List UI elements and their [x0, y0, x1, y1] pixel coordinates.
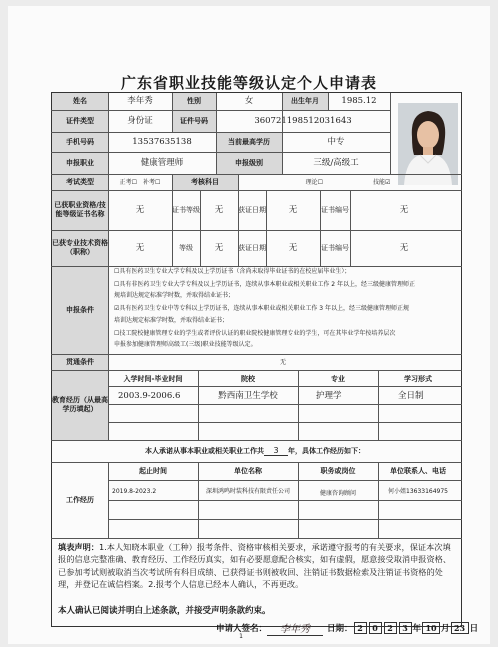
edu-header-period: 入学时间-毕业时间	[123, 374, 183, 383]
exam-type-makeup[interactable]: 补考☐	[143, 178, 161, 186]
value-cert-num: 无	[399, 204, 409, 215]
signature-label: 申请人签名：	[216, 624, 268, 634]
label-gender: 性别	[172, 93, 216, 110]
value-phone: 13537635138	[132, 136, 192, 147]
value-prev-title: 无	[135, 242, 145, 253]
value-title-date: 无	[288, 242, 298, 253]
value-issue-date: 无	[288, 204, 298, 215]
work-commit-line	[52, 442, 458, 460]
declaration-text	[58, 541, 458, 591]
work-header-position: 职务或岗位	[320, 466, 356, 475]
value-occupation: 健康管理师	[140, 157, 184, 168]
label-title-level: 等级	[179, 243, 193, 252]
value-edu: 中专	[327, 136, 345, 147]
date-day[interactable]: 23	[451, 622, 469, 634]
exam-subject-skill[interactable]: 技能☑	[373, 178, 391, 186]
signature[interactable]: 李年秀	[267, 620, 323, 636]
declaration-body: 1.本人知晓本职业（工种）报考条件、资格审核相关要求，承诺遵守报考的有关要求，保证本次填报的信息完整准确、教育经历、工作经历真实，如有必要愿意配合核实，如有虚假，愿意接受取消申报资格、已参加考试则被取消当次考试所有科目成绩、已获得证书则被收回、注销证书数据检索及注销证书资格的处理，并登记在诚信档案。2.报考个人信息已经本人确认，不再更改。	[58, 542, 452, 590]
date-digit-1[interactable]: 2	[354, 622, 367, 634]
work-row-position: 健康咨询顾问	[319, 489, 356, 497]
label-birth: 出生年月	[282, 93, 328, 110]
date-digit-2[interactable]: 0	[369, 622, 382, 634]
declaration-confirm: 本人确认已阅读并明白上述条款，并接受声明条款约束。	[58, 606, 271, 616]
condition-2[interactable]: ☐具有非医药卫生专业大学专科及以上学历证书，连续从事本职业或相关职业工作 2 年以上，经三级健康管理师正	[114, 281, 416, 288]
label-cert-level: 证书等级	[172, 205, 200, 214]
edu-header-major: 专业	[331, 374, 345, 383]
edu-header-school: 院校	[241, 374, 255, 383]
exam-subject-options	[238, 174, 458, 190]
label-cert-no: 证件号码	[172, 110, 216, 132]
label-title-date: 获证日期	[238, 243, 266, 252]
exam-subject-theory[interactable]: 理论☐	[305, 178, 323, 186]
date-month[interactable]: 10	[422, 622, 440, 634]
page-number: 1	[239, 633, 243, 640]
work-row-contact: 何小姐13633164975	[388, 487, 448, 495]
condition-2-cont: 规培训达规定标准学时数，并取得结业证书；	[114, 292, 235, 299]
label-exam-type: 考试类型	[52, 174, 108, 190]
date-digit-4[interactable]: 3	[399, 622, 412, 634]
day-suffix: 日	[469, 624, 479, 634]
value-transfer: 无	[279, 358, 286, 366]
work-row-company: 深圳鸿鸣时装科技有限责任公司	[205, 487, 290, 495]
label-occupation: 申报职业	[52, 152, 108, 174]
label-education: 教育经历（从最高学历填起）	[52, 370, 108, 440]
work-header-period: 起止时间	[139, 466, 167, 475]
label-work: 工作经历	[66, 495, 94, 504]
edu-row-period: 2003.9-2006.6	[118, 390, 181, 401]
edu-row-major: 护理学	[316, 390, 342, 401]
label-prev-title: 已获专业技术资格（职称）	[52, 230, 108, 266]
work-header-company: 单位名称	[234, 466, 262, 475]
value-cert-type: 身份证	[127, 115, 153, 126]
label-transfer: 贯通条件	[52, 354, 108, 370]
value-prev-cert: 无	[135, 204, 145, 215]
condition-4-cont: 申报参加健康管理师高级工(三级)职业技能等级认定。	[114, 341, 257, 348]
date-digit-3[interactable]: 2	[384, 622, 397, 634]
work-commit-suffix: 年，具体工作经历如下：	[288, 446, 365, 455]
value-gender: 女	[244, 96, 254, 106]
edu-row-school: 黔西南卫生学校	[218, 390, 278, 401]
value-title-level: 无	[214, 242, 224, 253]
condition-1[interactable]: ☐具有医药卫生专业大学专科及以上学历证书（含尚未取得毕业证书的在校应届毕业生）；	[114, 268, 351, 275]
work-header-contact: 单位联系人、电话	[390, 466, 446, 475]
label-exam-subject: 考核科目	[172, 174, 238, 190]
applicant-photo	[398, 103, 458, 185]
year-suffix: 年	[412, 624, 422, 634]
work-row-period: 2019.8-2023.2	[112, 487, 157, 495]
label-conditions: 申报条件	[52, 266, 108, 354]
work-commit-prefix: 本人承诺从事本职业或相关职业工作共	[145, 446, 264, 455]
edu-header-form: 学习形式	[404, 374, 432, 383]
date-label: 日期：	[327, 624, 353, 634]
label-title-num: 证书编号	[321, 243, 349, 252]
month-suffix: 月	[441, 624, 450, 634]
edu-row-form: 全日制	[398, 390, 424, 401]
label-prev-cert: 已获职业资格/技能等级证书名称	[52, 190, 108, 230]
label-phone: 手机号码	[52, 132, 108, 152]
label-level: 申报级别	[216, 152, 282, 174]
condition-3[interactable]: ☑具有医药卫生专业中等专科以上学历证书，连续从事本职业或相关职业工作 3 年以上，经三级健康管理师正规	[114, 305, 410, 312]
exam-type-options	[108, 174, 172, 190]
value-birth: 1985.12	[341, 96, 377, 106]
condition-3-cont: 培训达规定标准学时数，并取得结业证书；	[114, 317, 229, 324]
label-edu: 当前最高学历	[216, 132, 282, 152]
value-title-num: 无	[399, 242, 409, 253]
value-name: 李年秀	[127, 96, 153, 106]
form-title: 广东省职业技能等级认定个人申请表	[120, 74, 377, 92]
label-issue-date: 获证日期	[238, 205, 266, 214]
label-name: 姓名	[52, 93, 108, 110]
value-cert-level: 无	[214, 204, 224, 215]
exam-type-regular[interactable]: 正考☐	[119, 178, 137, 186]
label-cert-num: 证书编号	[321, 205, 349, 214]
value-level: 三级/高级工	[313, 157, 359, 168]
condition-4[interactable]: ☐技工院校健康管理专业的学生或者评价认证的职业院校健康管理专业的学生，可在其毕业学年按培养层次	[114, 330, 396, 337]
value-cert-no: 360721198512031643	[254, 115, 352, 126]
declaration-lead: 填表声明：	[58, 542, 99, 552]
work-commit-years[interactable]: 3	[264, 446, 288, 456]
label-cert-type: 证件类型	[52, 110, 108, 132]
